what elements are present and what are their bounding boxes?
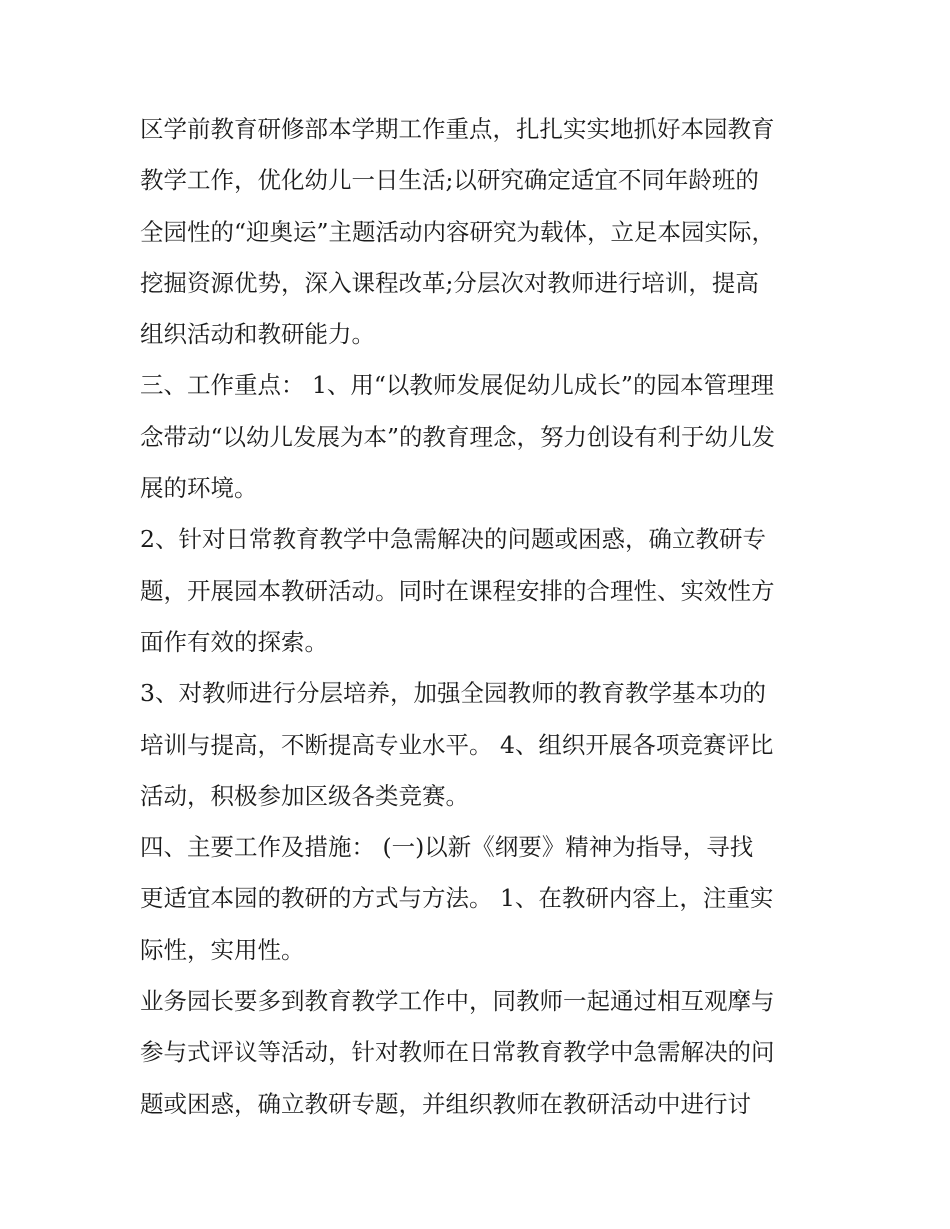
text-line: 面作有效的探索。 [140, 627, 328, 656]
list-item-line: 2、针对日常教育教学中急需解决的问题或困惑，确立教研专 [140, 525, 766, 554]
text-line: 活动，积极参加区级各类竞赛。 [140, 781, 469, 810]
text-line: 区学前教育研修部本学期工作重点，扎扎实实地抓好本园教育 [140, 115, 775, 143]
text-line: 组织活动和教研能力。 [140, 320, 375, 349]
text-line: 展的环境。 [140, 474, 258, 503]
text-line: 教学工作，优化幼儿一日生活;以研究确定适宜不同年龄班的 [140, 166, 759, 195]
text-line: 全园性的“迎奥运”主题活动内容研究为载体，立足本园实际， [140, 217, 776, 246]
text-line: 际性，实用性。 [140, 935, 305, 964]
text-line: 业务园长要多到教育教学工作中，同教师一起通过相互观摩与 [140, 987, 775, 1016]
list-item-line: 3、对教师进行分层培养，加强全园教师的教育教学基本功的 [140, 679, 766, 708]
text-line: 题，开展园本教研活动。同时在课程安排的合理性、实效性方 [140, 576, 775, 605]
document-body [140, 104, 820, 1130]
text-line: 参与式评议等活动，针对教师在日常教育教学中急需解决的问 [140, 1038, 775, 1067]
text-line: 题或困惑，确立教研专题，并组织教师在教研活动中进行讨 [140, 1089, 751, 1118]
text-line: 更适宜本园的教研的方式与方法。 1、在教研内容上，注重实 [140, 884, 774, 913]
section-heading-line: 三、工作重点： 1、用“以教师发展促幼儿成长”的园本管理理 [140, 371, 774, 400]
text-line: 培训与提高，不断提高专业水平。 4、组织开展各项竞赛评比 [140, 730, 774, 759]
section-heading-line: 四、主要工作及措施： (一)以新《纲要》精神为指导，寻找 [140, 833, 754, 862]
text-line: 念带动“以幼儿发展为本”的教育理念，努力创设有利于幼儿发 [140, 422, 776, 451]
text-line: 挖掘资源优势，深入课程改革;分层次对教师进行培训，提高 [140, 268, 759, 297]
